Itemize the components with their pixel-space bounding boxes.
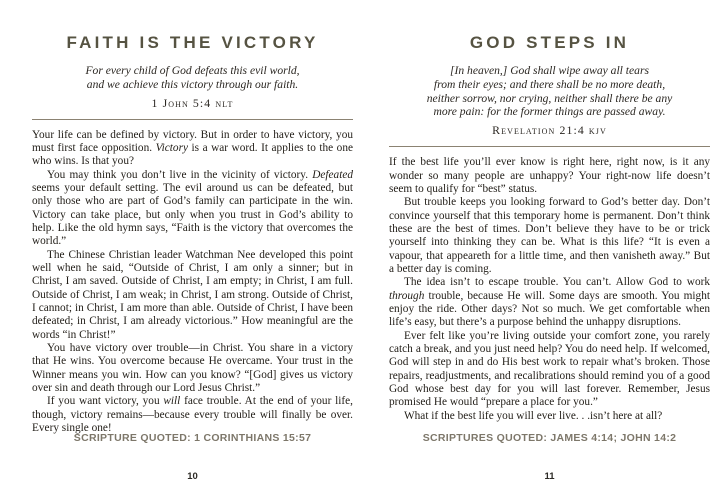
body-text [32,129,353,436]
scripture-quoted-footer: SCRIPTURE QUOTED: 1 CORINTHIANS 15:57 [73,432,312,444]
scripture-reference: 1 John 5:4 nlt [151,95,234,110]
body-paragraph: If the best life you’ll ever know is right here, right now, is it any wonder so many people are unhappy? Your right-now life doesn’t seem to qualify for “best” status. [389,156,710,195]
epigraph-line: [In heaven,] God shall wipe away all tears [449,64,649,77]
body-paragraph: But trouble keeps you looking forward to God’s better day. Don’t convince yourself that this temporary home is permanent. Don’t think these are the best of times. Don’t believe they have to be or trick yourself into thinking they can be. What is this life? “It is even a vapour, that appeareth for a little time, and then vanisheth away.” But a better day is coming. [389,196,710,275]
scripture-quoted-footer: SCRIPTURES QUOTED: JAMES 4:14; JOHN 14:2 [422,432,677,444]
body-text [389,156,710,423]
epigraph-line: from their eyes; and there shall be no more death, [433,77,666,91]
body-paragraph: You may think you don’t live in the vicinity of victory. Defeated seems your default setting. The evil around us can be defeated, but only those who are part of God’s family can participate in the win. Victory can take place, but only when you trust in God’s ability to help. Like the old hymn says, “Faith is the victory that overcomes the world.” [32,168,353,248]
scripture-reference: Revelation 21:4 kjv [492,123,607,138]
page-right [389,0,710,504]
divider-rule [389,146,710,147]
epigraph-line: For every child of God defeats this evil world, [85,64,300,77]
body-paragraph: Ever felt like you’re living outside your comfort zone, you rarely catch a break, and you just need help? You do need help. If welcomed, God will step in and do His best work to repair what’s broken. Those repairs, readjustments, and recalibrations should remind you of a good God whose best day for you will last forever. Remember, Jesus promised He would “prepare a place for you.” [389,329,710,409]
body-paragraph: If you want victory, you will face trouble. At the end of your life, though, victory remains—because every trouble will finally be over. Every single one! [32,395,353,435]
epigraph [389,64,710,119]
body-paragraph: You have victory over trouble—in Christ. You share in a victory that He wins. You overcome because He overcame. Your trust in the Winner means you win. How can you know? “[God] gives us victory over sin and death through our Lord Jesus Christ.” [32,342,353,395]
epigraph-line: and we achieve this victory through our faith. [86,77,299,91]
epigraph [32,64,353,92]
epigraph-line: more pain: for the former things are passed away. [433,105,666,119]
body-paragraph: The Chinese Christian leader Watchman Nee developed this point well when he said, “Outside of Christ, I am only a sinner; but in Christ, I am saved. Outside of Christ, I am empty; in Christ, I am full. Outside of Christ, I am weak; in Christ, I am strong. Outside of Christ, I cannot; in Christ, I am more than able. Outside of Christ, I have been defeated; in Christ, I am already victorious.” How meaningful are the words “in Christ!” [32,248,353,341]
divider-rule [32,119,353,120]
page-left [32,0,353,504]
body-paragraph: Your life can be defined by victory. But in order to have victory, you must first face opposition. Victory is a war word. It applies to the one who wins. Is that you? [32,128,353,168]
body-paragraph: What if the best life you will ever live. . .isn’t here at all? [404,409,663,422]
chapter-title: FAITH IS THE VICTORY [66,33,319,52]
body-paragraph: The idea isn’t to escape trouble. You can’t. Allow God to work through trouble, because He will. Some days are smooth. You might enjoy the ride. Other days? Not so much. We get comfortable when life’s easy, but there’s a purpose behind the unhappy disruptions. [389,276,710,329]
page-number: 10 [187,471,198,482]
epigraph-line: neither sorrow, nor crying, neither shall there be any [426,91,673,105]
chapter-title: GOD STEPS IN [469,33,630,52]
page-number: 11 [544,471,555,482]
